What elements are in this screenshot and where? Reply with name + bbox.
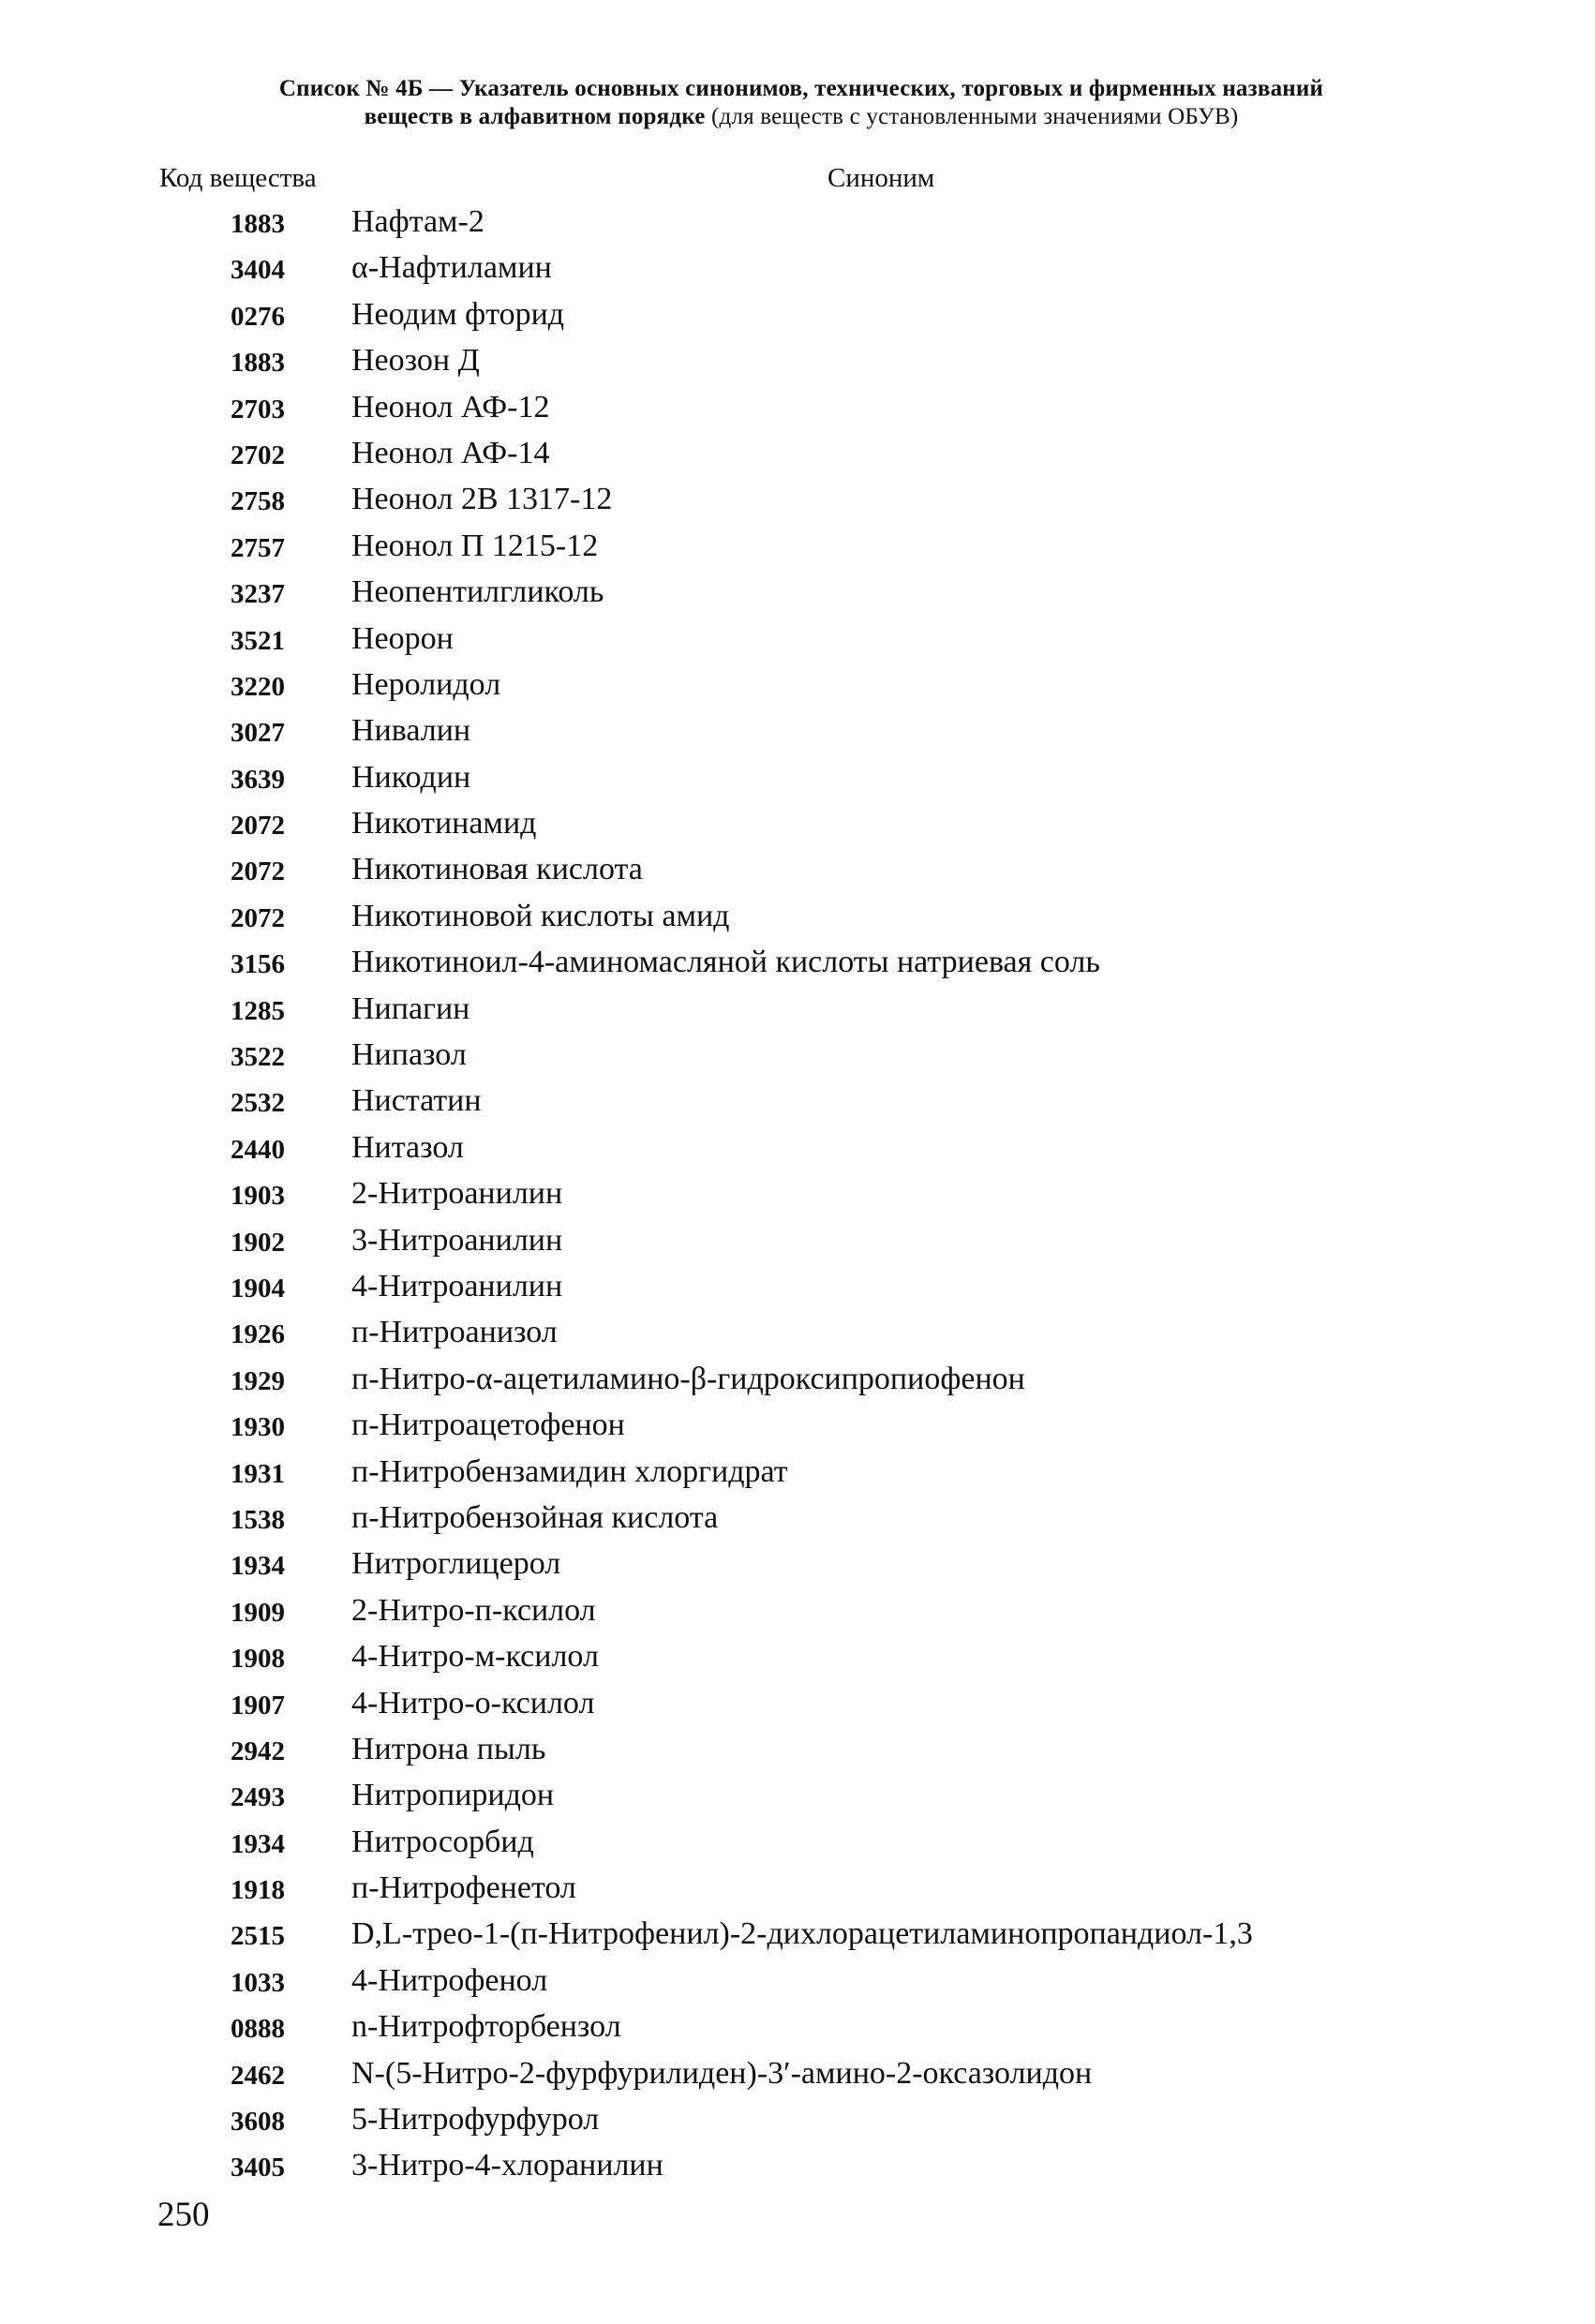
title-line-2 bbox=[141, 103, 1462, 131]
synonym-name: Неонол АФ-12 bbox=[351, 389, 550, 425]
substance-code: 1883 bbox=[231, 209, 285, 239]
table-row bbox=[0, 1403, 1595, 1449]
table-row bbox=[0, 2143, 1595, 2189]
table-row bbox=[0, 1542, 1595, 1587]
synonym-name: Нитазол bbox=[351, 1129, 464, 1165]
table-row bbox=[0, 2051, 1595, 2097]
synonym-name: п-Нитробензамидин хлоргидрат bbox=[351, 1453, 788, 1489]
synonym-name: Никотиновой кислоты амид bbox=[351, 898, 730, 933]
synonym-name: п-Нитроацетофенон bbox=[351, 1408, 625, 1443]
synonym-name: Неорон bbox=[351, 620, 454, 656]
synonym-name: Нивалин bbox=[351, 713, 471, 749]
substance-code: 1902 bbox=[231, 1227, 285, 1258]
synonym-name: 2-Нитроанилин bbox=[351, 1176, 563, 1212]
substance-code: 3404 bbox=[231, 255, 285, 286]
substance-code: 2758 bbox=[231, 486, 285, 517]
synonym-name: 3-Нитро-4-хлоранилин bbox=[351, 2148, 663, 2183]
substance-code: 2072 bbox=[231, 811, 285, 842]
synonym-name: п-Нитро-α-ацетиламино-β-гидроксипропиофенон bbox=[351, 1361, 1025, 1396]
synonym-name: 4-Нитрофенол bbox=[351, 1962, 548, 1998]
substance-code: 0888 bbox=[231, 2014, 285, 2045]
synonym-name: Нипагин bbox=[351, 991, 470, 1026]
substance-code: 1929 bbox=[231, 1365, 285, 1396]
table-row bbox=[0, 1773, 1595, 1819]
substance-code: 1926 bbox=[231, 1319, 285, 1350]
table-row bbox=[0, 617, 1595, 663]
substance-code: 1883 bbox=[231, 348, 285, 379]
synonym-name: Нипазол bbox=[351, 1037, 467, 1073]
column-header-synonym: Синоним bbox=[827, 163, 935, 193]
substance-code: 2515 bbox=[231, 1921, 285, 1952]
table-row bbox=[0, 663, 1595, 708]
table-row bbox=[0, 1079, 1595, 1125]
title-line-2-note: (для веществ с установленными значениями ОБУВ) bbox=[705, 104, 1239, 129]
synonym-name: Никотиновая кислота bbox=[351, 852, 643, 887]
substance-code: 2757 bbox=[231, 532, 285, 563]
table-row bbox=[0, 292, 1595, 338]
synonym-name: 5-Нитрофурфурол bbox=[351, 2102, 600, 2138]
table-row bbox=[0, 1727, 1595, 1773]
substance-code: 2440 bbox=[231, 1134, 285, 1165]
substance-code: 2462 bbox=[231, 2060, 285, 2091]
substance-code: 1934 bbox=[231, 1828, 285, 1859]
substance-code: 2493 bbox=[231, 1782, 285, 1813]
table-row bbox=[0, 2004, 1595, 2050]
synonym-name: 4-Нитроанилин bbox=[351, 1268, 563, 1304]
table-row bbox=[0, 1264, 1595, 1310]
table-row bbox=[0, 2097, 1595, 2143]
substance-code: 1538 bbox=[231, 1504, 285, 1535]
table-row bbox=[0, 1218, 1595, 1264]
table-row bbox=[0, 477, 1595, 523]
title-line-1: Список № 4Б — Указатель основных синонимов, технических, торговых и фирменных названий bbox=[278, 76, 1324, 101]
substance-code: 3220 bbox=[231, 671, 285, 702]
synonym-name: Нитрона пыль bbox=[351, 1731, 546, 1766]
substance-code: 0276 bbox=[231, 301, 285, 332]
page-number: 250 bbox=[157, 2196, 210, 2234]
substance-code: 3608 bbox=[231, 2107, 285, 2138]
synonym-name: Нитроглицерол bbox=[351, 1546, 561, 1582]
substance-code: 3639 bbox=[231, 764, 285, 795]
table-row bbox=[0, 1310, 1595, 1356]
substance-code: 2532 bbox=[231, 1088, 285, 1119]
substance-code: 2942 bbox=[231, 1736, 285, 1766]
substance-code: 1285 bbox=[231, 995, 285, 1026]
substance-code: 1904 bbox=[231, 1273, 285, 1304]
table-row bbox=[0, 1634, 1595, 1680]
substance-code: 2072 bbox=[231, 902, 285, 933]
table-row bbox=[0, 1959, 1595, 2004]
synonym-name: п-Нитрофенетол bbox=[351, 1870, 576, 1906]
substance-code: 1930 bbox=[231, 1412, 285, 1443]
table-row bbox=[0, 708, 1595, 754]
table-row bbox=[0, 755, 1595, 801]
substance-code: 1033 bbox=[231, 1967, 285, 1998]
table-row bbox=[0, 1820, 1595, 1866]
column-header-code: Код вещества bbox=[159, 163, 317, 193]
substance-code: 1934 bbox=[231, 1551, 285, 1582]
table-row bbox=[0, 1866, 1595, 1912]
table-row bbox=[0, 847, 1595, 893]
table-row bbox=[0, 1033, 1595, 1079]
substance-code: 3027 bbox=[231, 718, 285, 749]
substance-code: 3521 bbox=[231, 625, 285, 656]
synonym-name: Неопентилгликоль bbox=[351, 574, 604, 610]
synonym-name: Никотинамид bbox=[351, 806, 537, 842]
table-row bbox=[0, 1912, 1595, 1958]
synonym-name: D,L-трео-1-(п-Нитрофенил)-2-дихлорацетиламинопропандиол-1,3 bbox=[351, 1916, 1253, 1952]
synonym-name: Нитропиридон bbox=[351, 1778, 555, 1813]
substance-code: 3156 bbox=[231, 949, 285, 980]
table-row bbox=[0, 894, 1595, 940]
substance-code: 3522 bbox=[231, 1042, 285, 1073]
synonym-name: 4-Нитро-о-ксилол bbox=[351, 1685, 595, 1721]
table-row bbox=[0, 385, 1595, 431]
synonym-name: 2-Нитро-п-ксилол bbox=[351, 1592, 596, 1628]
synonym-name: п-Нитробензойная кислота bbox=[351, 1499, 719, 1535]
table-row bbox=[0, 987, 1595, 1033]
table-row bbox=[0, 1588, 1595, 1634]
synonym-name: Неролидол bbox=[351, 666, 501, 702]
substance-code: 1907 bbox=[231, 1690, 285, 1721]
table-row bbox=[0, 1171, 1595, 1217]
table-row bbox=[0, 1125, 1595, 1171]
table-row bbox=[0, 1496, 1595, 1542]
synonym-name: Никодин bbox=[351, 759, 471, 795]
synonym-name: Нитросорбид bbox=[351, 1824, 534, 1859]
substance-code: 1931 bbox=[231, 1458, 285, 1489]
substance-code: 1908 bbox=[231, 1644, 285, 1675]
substance-code: 2703 bbox=[231, 394, 285, 425]
title-line-2-bold: веществ в алфавитном порядке bbox=[364, 104, 706, 129]
synonym-name: Неозон Д bbox=[351, 343, 480, 379]
table-row bbox=[0, 246, 1595, 291]
table-row bbox=[0, 200, 1595, 246]
substance-code: 2702 bbox=[231, 439, 285, 470]
list-title bbox=[141, 75, 1462, 131]
table-row bbox=[0, 1681, 1595, 1727]
synonym-name: Никотиноил-4-аминомасляной кислоты натриевая соль bbox=[351, 945, 1100, 980]
substance-code: 3237 bbox=[231, 579, 285, 610]
substance-code: 3405 bbox=[231, 2153, 285, 2183]
synonym-name: α-Нафтиламин bbox=[351, 250, 552, 286]
table-row bbox=[0, 940, 1595, 986]
table-row bbox=[0, 1357, 1595, 1403]
synonym-name: Неонол АФ-14 bbox=[351, 435, 550, 470]
synonym-name: п-Нитроанизол bbox=[351, 1315, 558, 1350]
table-row bbox=[0, 1450, 1595, 1496]
synonym-name: n-Нитрофторбензол bbox=[351, 2009, 621, 2045]
substance-code: 2072 bbox=[231, 857, 285, 887]
table-row bbox=[0, 524, 1595, 570]
synonym-name: 3-Нитроанилин bbox=[351, 1222, 563, 1258]
substance-code: 1918 bbox=[231, 1875, 285, 1906]
synonym-name: Неонол П 1215-12 bbox=[351, 528, 599, 563]
synonym-name: N-(5-Нитро-2-фурфурилиден)-3′-амино-2-оксазолидон bbox=[351, 2055, 1093, 2091]
table-row bbox=[0, 570, 1595, 616]
synonym-name: Неодим фторид bbox=[351, 296, 565, 332]
table-row bbox=[0, 801, 1595, 847]
synonym-name: 4-Нитро-м-ксилол bbox=[351, 1639, 599, 1675]
synonym-table bbox=[0, 200, 1595, 2190]
synonym-name: Нистатин bbox=[351, 1083, 482, 1119]
substance-code: 1903 bbox=[231, 1181, 285, 1212]
table-row bbox=[0, 338, 1595, 384]
substance-code: 1909 bbox=[231, 1597, 285, 1628]
table-row bbox=[0, 431, 1595, 477]
synonym-name: Нафтам-2 bbox=[351, 204, 484, 239]
synonym-name: Неонол 2В 1317-12 bbox=[351, 482, 613, 517]
